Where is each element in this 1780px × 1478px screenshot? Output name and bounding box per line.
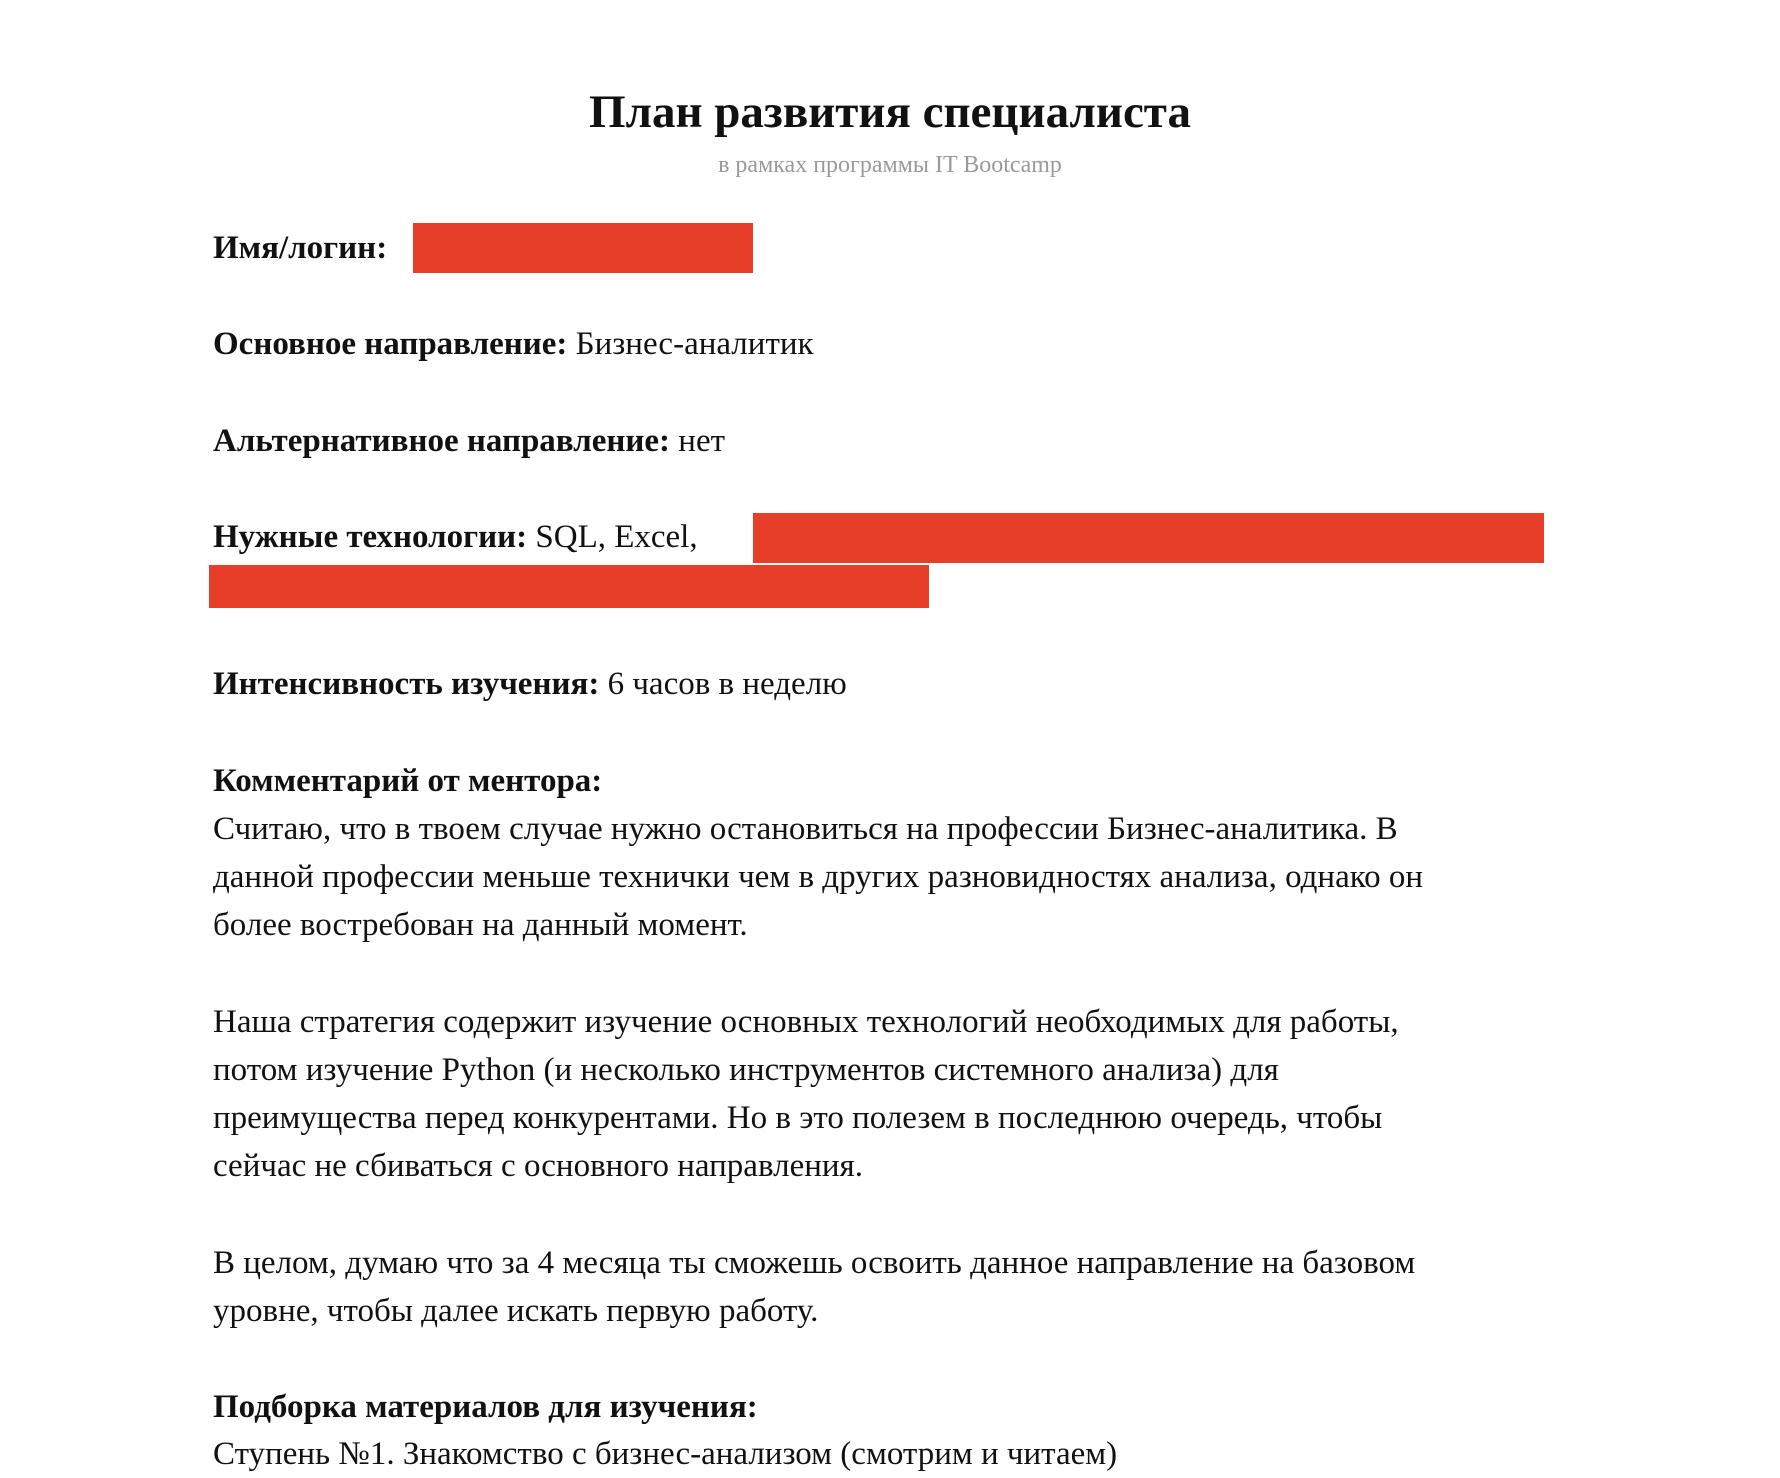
paragraph-line: потом изучение Python (и несколько инструментов системного анализа) для bbox=[213, 1052, 1279, 1088]
paragraph-line: сейчас не сбиваться с основного направления. bbox=[213, 1148, 863, 1184]
field-technologies bbox=[213, 513, 698, 561]
page-subtitle: в рамках программы IT Bootcamp bbox=[718, 152, 1062, 178]
materials-step-1: Ступень №1. Знакомство с бизнес-анализом (смотрим и читаем) bbox=[213, 1436, 1118, 1472]
field-main-direction-value: Бизнес-аналитик bbox=[575, 326, 814, 362]
page-title: План развития специалиста bbox=[589, 86, 1191, 138]
mentor-paragraph-2 bbox=[213, 998, 1553, 1190]
paragraph-line: данной профессии меньше технички чем в других разновидностях анализа, однако он bbox=[213, 859, 1423, 895]
field-alt-direction-value: нет bbox=[678, 423, 726, 459]
redacted-technologies-block-1 bbox=[753, 513, 1544, 563]
field-name bbox=[213, 224, 387, 272]
mentor-paragraph-1 bbox=[213, 805, 1553, 949]
paragraph-line: более востребован на данный момент. bbox=[213, 907, 748, 943]
field-main-direction bbox=[213, 320, 814, 368]
redacted-technologies-block-2 bbox=[209, 565, 929, 608]
field-intensity bbox=[213, 660, 847, 708]
mentor-comment-heading: Комментарий от ментора: bbox=[213, 763, 603, 799]
paragraph-line: Считаю, что в твоем случае нужно остановиться на профессии Бизнес-аналитика. В bbox=[213, 811, 1398, 847]
field-intensity-value: 6 часов в неделю bbox=[607, 666, 847, 702]
field-technologies-value: SQL, Excel, bbox=[535, 519, 698, 555]
paragraph-line: преимущества перед конкурентами. Но в это полезем в последнюю очередь, чтобы bbox=[213, 1100, 1383, 1136]
paragraph-line: Наша стратегия содержит изучение основных технологий необходимых для работы, bbox=[213, 1004, 1399, 1040]
field-alt-direction bbox=[213, 417, 725, 465]
field-alt-direction-label: Альтернативное направление: bbox=[213, 423, 671, 459]
field-main-direction-label: Основное направление: bbox=[213, 326, 568, 362]
field-name-label: Имя/логин: bbox=[213, 230, 388, 266]
mentor-paragraph-3 bbox=[213, 1239, 1553, 1335]
paragraph-line: В целом, думаю что за 4 месяца ты сможешь освоить данное направление на базовом bbox=[213, 1245, 1416, 1281]
paragraph-line: уровне, чтобы далее искать первую работу. bbox=[213, 1293, 819, 1329]
field-intensity-label: Интенсивность изучения: bbox=[213, 666, 600, 702]
field-technologies-label: Нужные технологии: bbox=[213, 519, 528, 555]
materials-heading: Подборка материалов для изучения: bbox=[213, 1389, 758, 1425]
redacted-name-block bbox=[413, 223, 753, 273]
